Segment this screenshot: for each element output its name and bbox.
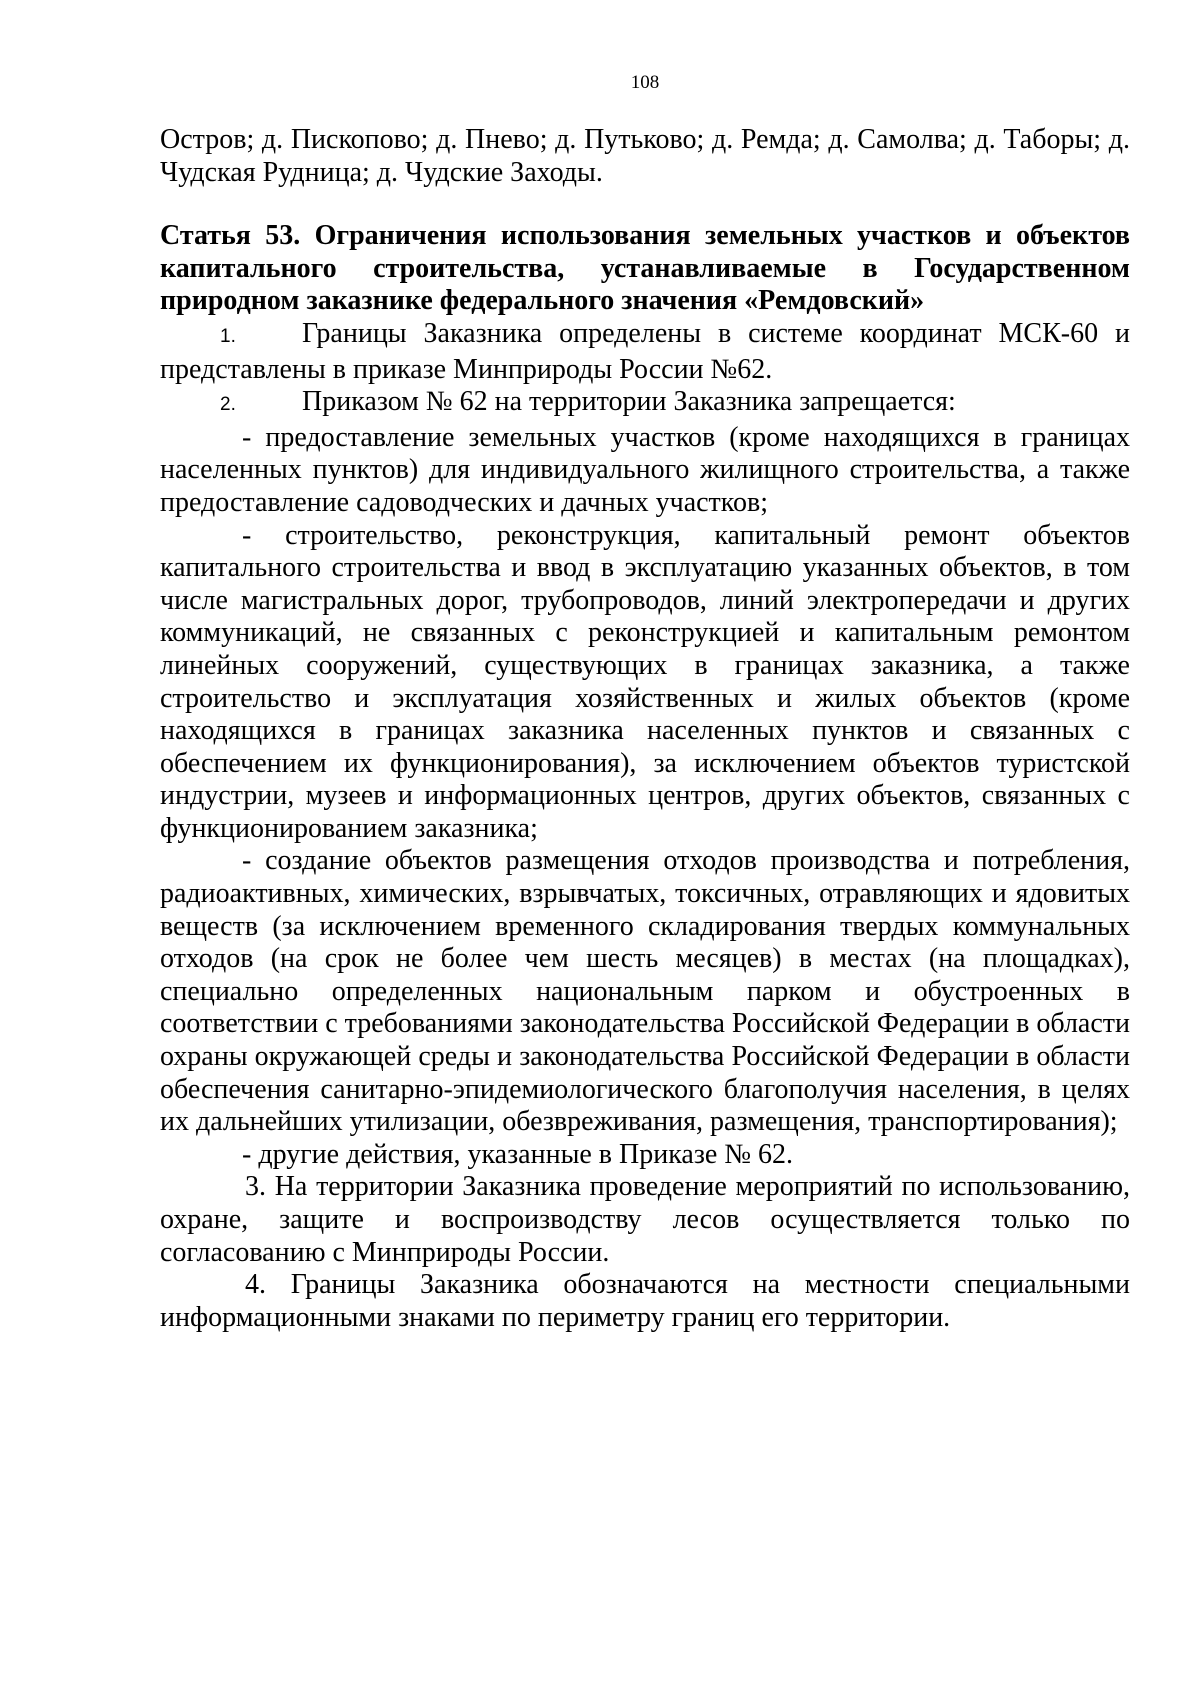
numbered-item-2 bbox=[160, 386, 1130, 422]
paragraph-4: 4. Границы Заказника обозначаются на местности специальными информационными знаками по периметру границ его территории. bbox=[160, 1269, 1130, 1333]
bullet-item-1: - предоставление земельных участков (кроме находящихся в границах населенных пунктов) для индивидуального жилищного строительства, а также предоставление садоводческих и дачных участков; bbox=[160, 421, 1130, 518]
intro-paragraph: Остров; д. Пископово; д. Пнево; д. Путьково; д. Ремда; д. Самолва; д. Таборы; д. Чудская Рудница; д. Чудские Заходы. bbox=[160, 124, 1130, 188]
bullet-item-3: - создание объектов размещения отходов производства и потребления, радиоактивных, химических, взрывчатых, токсичных, отравляющих и ядовитых веществ (за исключением временного складирования твердых коммунальных отходов (на срок не более чем шесть месяцев) в местах (на площадках), специально определенных национальным парком и обустроенных в соответствии с требованиями законодательства Российской Федерации в области охраны окружающей среды и законодательства Российской Федерации в области обеспечения санитарно-эпидемиологического благополучия населения, в целях их дальнейших утилизации, обезвреживания, размещения, транспортирования); bbox=[160, 845, 1130, 1138]
bullet-item-2: - строительство, реконструкция, капитальный ремонт объектов капитального строительства и ввод в эксплуатацию указанных объектов, в том числе магистральных дорог, трубопроводов, линий электропередачи и других коммуникаций, не связанных с реконструкцией и капитальным ремонтом линейных сооружений, существующих в границах заказника, а также строительство и эксплуатация хозяйственных и жилых объектов (кроме находящихся в границах заказника населенных пунктов и связанных с обеспечением их функционирования), за исключением объектов туристской индустрии, музеев и информационных центров, других объектов, связанных с функционированием заказника; bbox=[160, 519, 1130, 844]
paragraph-3: 3. На территории Заказника проведение мероприятий по использованию, охране, защите и воспроизводству лесов осуществляется только по согласованию с Минприроды России. bbox=[160, 1171, 1130, 1268]
document-body bbox=[160, 124, 1130, 1334]
item-text: Границы Заказника определены в системе координат МСК-60 и представлены в приказе Минприроды России №62. bbox=[160, 317, 1130, 385]
item-number: 2. bbox=[220, 394, 236, 416]
numbered-item-1 bbox=[160, 318, 1130, 386]
item-number: 1. bbox=[220, 325, 236, 347]
item-text: Приказом № 62 на территории Заказника запрещается: bbox=[302, 386, 956, 418]
bullet-item-4: - другие действия, указанные в Приказе № 62. bbox=[242, 1138, 794, 1170]
page-number: 108 bbox=[630, 72, 660, 93]
article-heading: Статья 53. Ограничения использования земельных участков и объектов капитального строительства, устанавливаемые в Государственном природном заказнике федерального значения «Ремдовский» bbox=[160, 220, 1130, 317]
